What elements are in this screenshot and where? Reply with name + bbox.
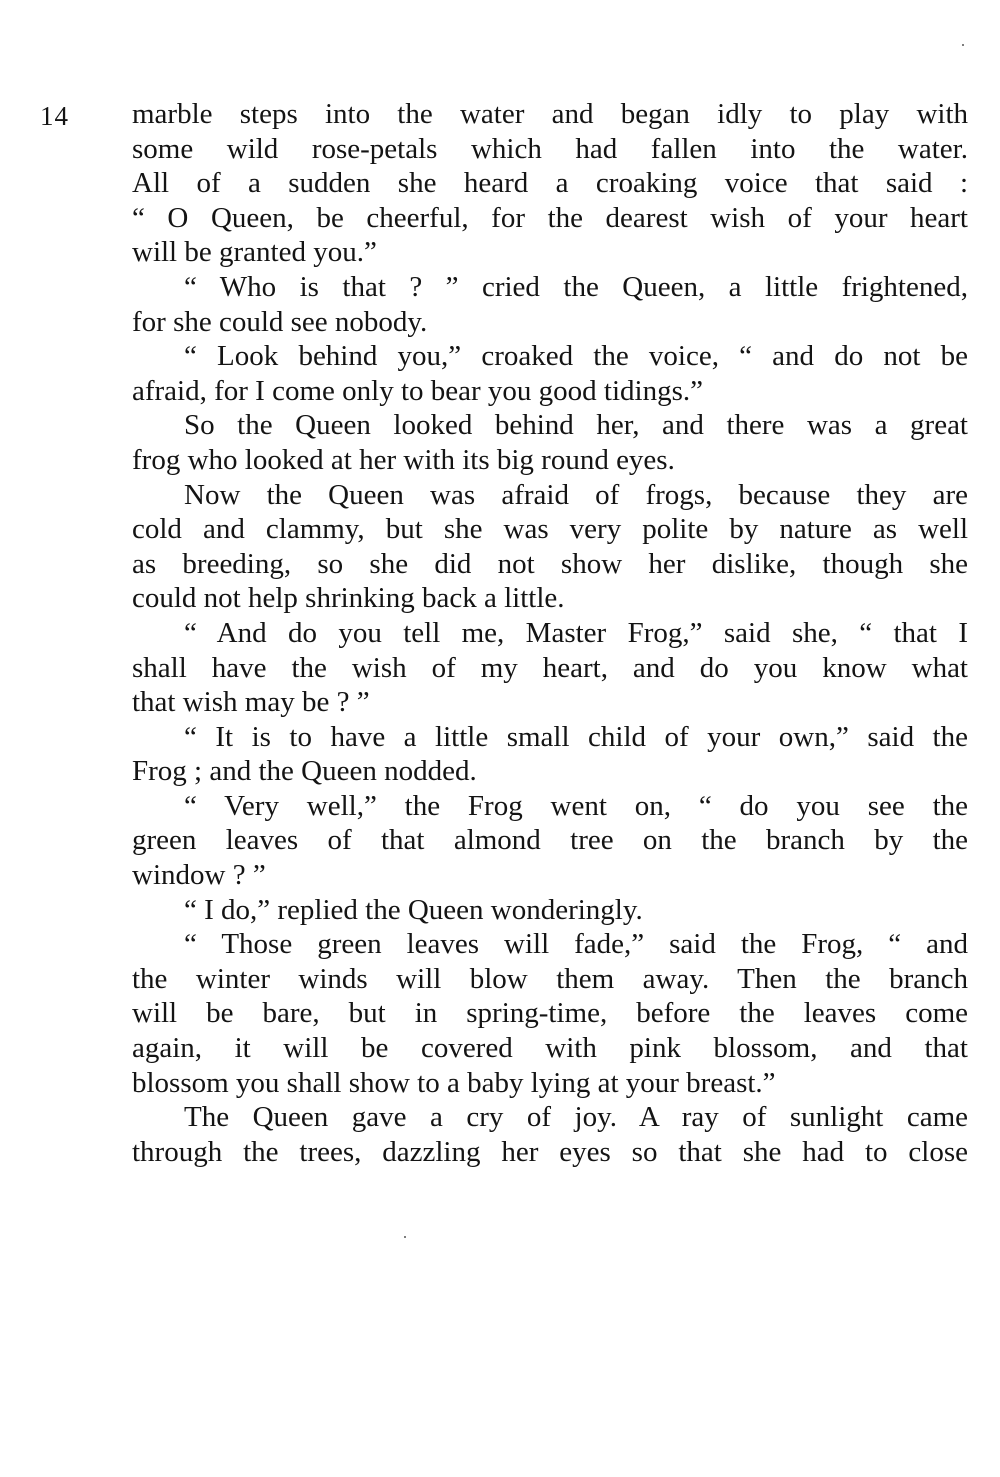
text-line: “ Those green leaves will fade,” said the Frog, “ and <box>184 928 968 961</box>
text-line: again, it will be covered with pink blossom, and that <box>132 1032 968 1065</box>
text-line: “ Look behind you,” croaked the voice, “ and do not be <box>184 340 968 373</box>
text-line: afraid, for I come only to bear you good tidings.” <box>132 374 703 407</box>
text-line: as breeding, so she did not show her dislike, though she <box>132 547 968 580</box>
text-line: shall have the wish of my heart, and do you know what <box>132 651 968 684</box>
text-line: “ I do,” replied the Queen wonderingly. <box>184 893 643 926</box>
text-line: “ Very well,” the Frog went on, “ do you see the <box>184 789 968 822</box>
text-line: will be bare, but in spring-time, before the leaves come <box>132 997 968 1030</box>
text-line: “ It is to have a little small child of your own,” said the <box>184 720 968 753</box>
text-line: cold and clammy, but she was very polite by nature as well <box>132 513 968 546</box>
text-line: blossom you shall show to a baby lying at your breast.” <box>132 1066 776 1099</box>
text-line: “ And do you tell me, Master Frog,” said she, “ that I <box>184 616 968 649</box>
text-line: green leaves of that almond tree on the branch by the <box>132 824 968 857</box>
scan-speck <box>962 44 964 46</box>
text-line: “ O Queen, be cheerful, for the dearest wish of your heart <box>132 201 968 234</box>
text-line: could not help shrinking back a little. <box>132 582 565 615</box>
text-line: the winter winds will blow them away. Then the branch <box>132 962 968 995</box>
text-line: frog who looked at her with its big round eyes. <box>132 443 675 476</box>
body-text <box>132 97 968 1169</box>
text-line: for she could see nobody. <box>132 305 428 338</box>
text-line: some wild rose-petals which had fallen into the water. <box>132 132 968 165</box>
text-line: Now the Queen was afraid of frogs, because they are <box>184 478 968 511</box>
scan-speck <box>404 1236 406 1238</box>
text-line: So the Queen looked behind her, and there was a great <box>184 409 968 442</box>
text-line: All of a sudden she heard a croaking voice that said : <box>132 167 968 200</box>
text-line: The Queen gave a cry of joy. A ray of sunlight came <box>184 1101 968 1134</box>
text-line: “ Who is that ? ” cried the Queen, a little frightened, <box>184 270 968 303</box>
text-line: will be granted you.” <box>132 236 377 269</box>
text-line: that wish may be ? ” <box>132 686 370 719</box>
text-line: marble steps into the water and began idly to play with <box>132 98 968 130</box>
text-line: Frog ; and the Queen nodded. <box>132 755 477 788</box>
text-line: window ? ” <box>132 859 266 892</box>
text-line: through the trees, dazzling her eyes so that she had to close <box>132 1135 968 1168</box>
page-number: 14 <box>40 101 69 131</box>
